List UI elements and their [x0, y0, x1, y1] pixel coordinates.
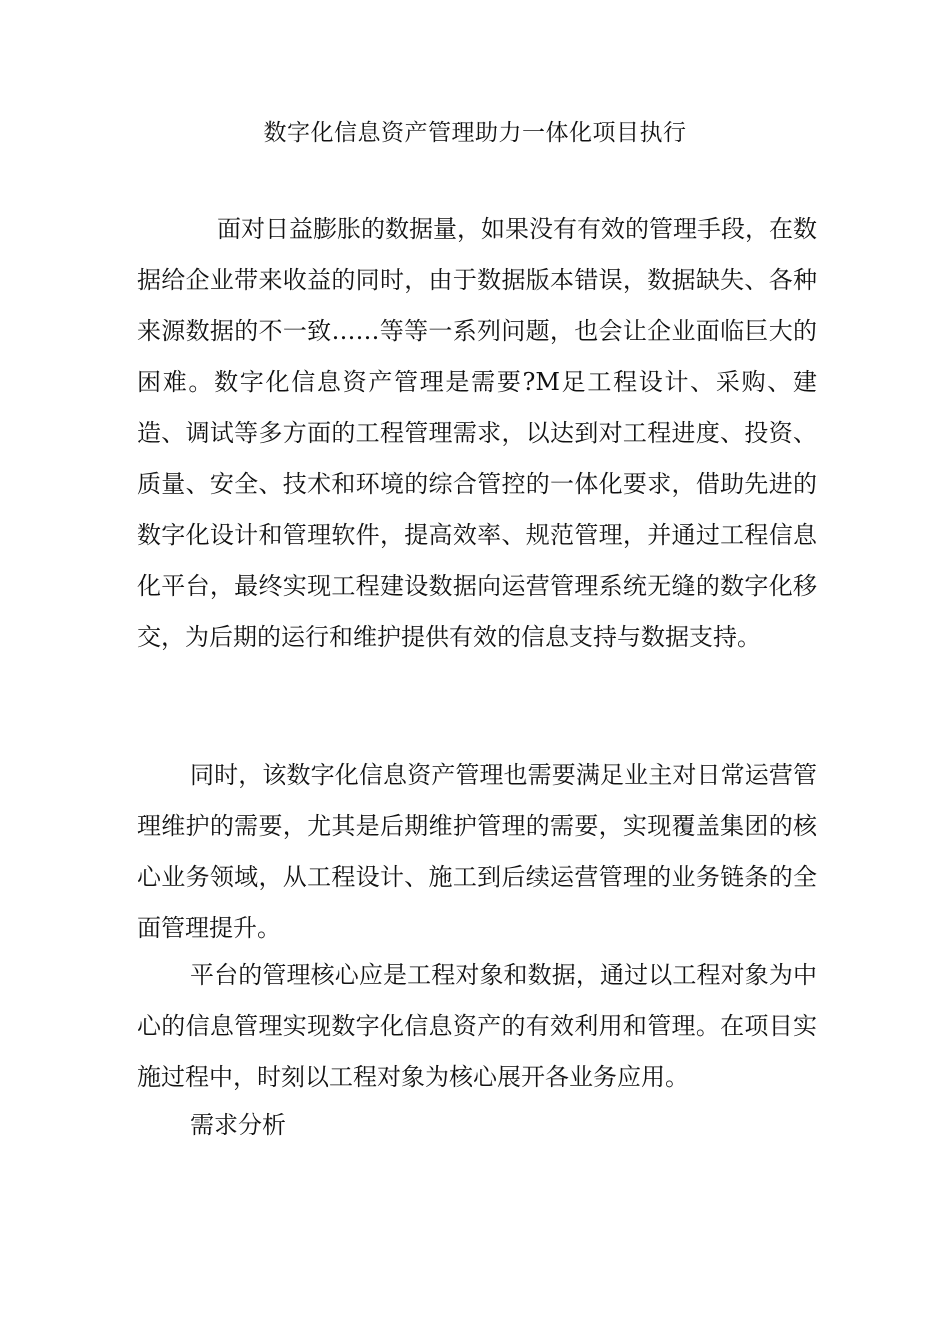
paragraph-2: 同时，该数字化信息资产管理也需要满足业主对日常运营管理维护的需要，尤其是后期维护管理的需要，实现覆盖集团的核心业务领域，从工程设计、施工到后续运营管理的业务链条的全面管理提升。 — [137, 761, 817, 942]
paragraph-3: 平台的管理核心应是工程对象和数据，通过以工程对象为中心的信息管理实现数字化信息资产的有效利用和管理。在项目实施过程中，时刻以工程对象为核心展开各业务应用。 — [137, 961, 817, 1091]
paragraph-1: 面对日益膨胀的数据量，如果没有有效的管理手段，在数据给企业带来收益的同时，由于数据版本错误，数据缺失、各种来源数据的不一致……等等一系列问题，也会让企业面临巨大的困难。数字化信息资产管理是需要?M足工程设计、采购、建造、调试等多方面的工程管理需求，以达到对工程进度、投资、质量、安全、技术和环境的综合管控的一体化要求，借助先进的数字化设计和管理软件，提高效率、规范管理，并通过工程信息化平台，最终实现工程建设数据向运营管理系统无缝的数字化移交，为后期的运行和维护提供有效的信息支持与数据支持。 — [137, 215, 817, 651]
document-title: 数字化信息资产管理助力一体化项目执行 — [263, 120, 687, 146]
section-heading: 需求分析 — [190, 1111, 286, 1139]
